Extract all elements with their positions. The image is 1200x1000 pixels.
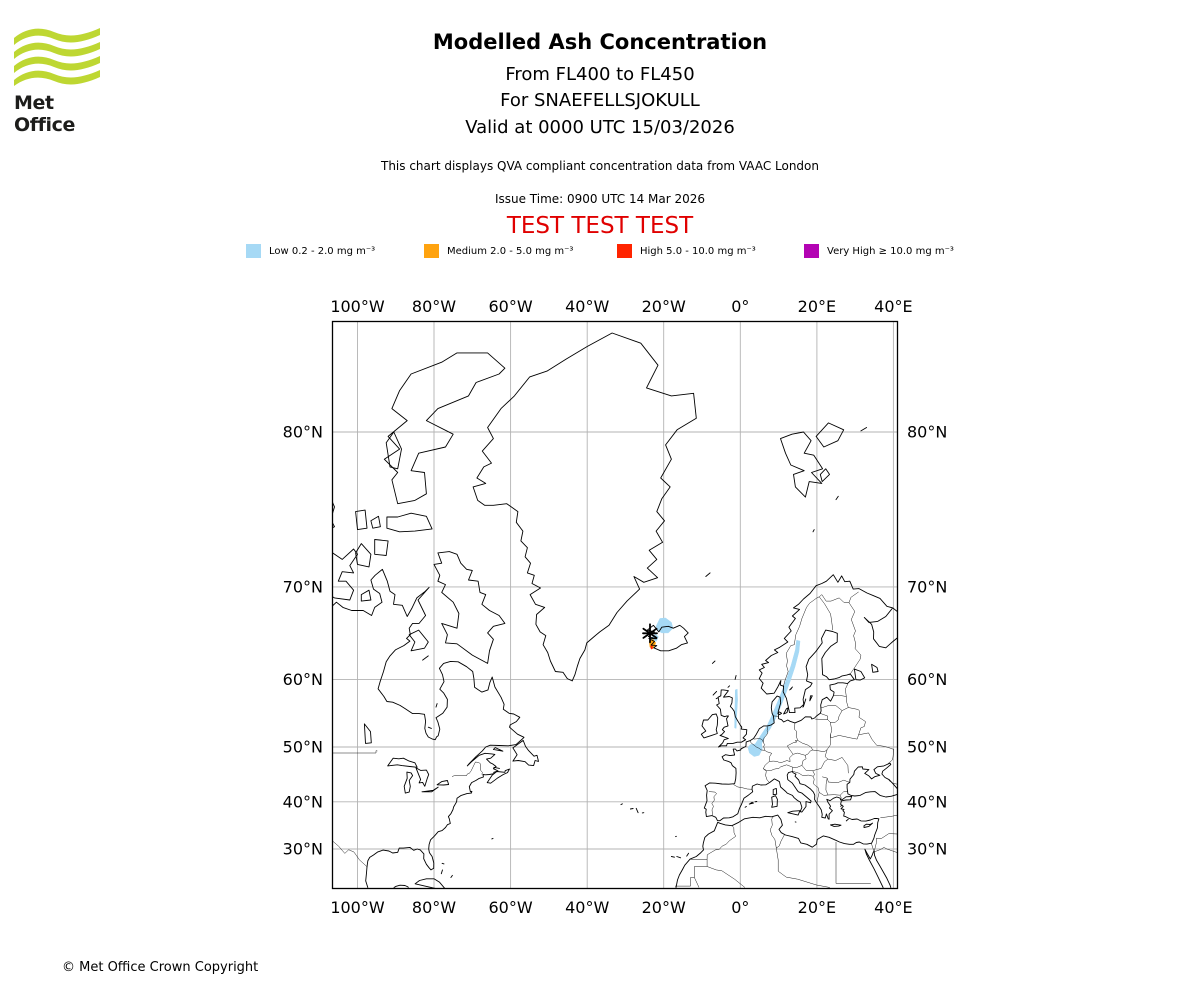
- lon-label-bottom: 40°E: [874, 898, 913, 917]
- coastlines: [329, 333, 898, 889]
- axis-labels: [283, 297, 948, 917]
- lon-label-bottom: 60°W: [488, 898, 533, 917]
- lat-label-right: 30°N: [907, 839, 948, 859]
- flight-level-subtitle: From FL400 to FL450: [505, 64, 695, 85]
- legend-label-low: Low 0.2 - 2.0 mg m⁻³: [269, 245, 376, 257]
- lon-label-bottom: 20°W: [641, 898, 686, 917]
- copyright: © Met Office Crown Copyright: [62, 960, 259, 975]
- lon-label-top: 40°W: [565, 297, 610, 316]
- ash-area-low: [656, 618, 673, 633]
- map-frame: [333, 322, 898, 889]
- lon-label-top: 40°E: [874, 297, 913, 316]
- legend-label-medium: Medium 2.0 - 5.0 mg m⁻³: [447, 245, 574, 257]
- test-watermark: TEST TEST TEST: [506, 213, 694, 239]
- lon-label-top: 100°W: [330, 297, 385, 316]
- lon-label-bottom: 80°W: [411, 898, 457, 917]
- lat-label-left: 70°N: [282, 577, 323, 597]
- lat-label-right: 80°N: [907, 422, 948, 442]
- issue-time: Issue Time: 0900 UTC 14 Mar 2026: [494, 192, 706, 206]
- lon-label-bottom: 0°: [731, 898, 750, 917]
- legend-label-high: High 5.0 - 10.0 mg m⁻³: [640, 245, 756, 257]
- lon-label-top: 80°W: [411, 297, 457, 316]
- lat-label-right: 60°N: [907, 669, 948, 689]
- lon-label-top: 20°E: [797, 297, 837, 316]
- legend-label-very-high: Very High ≥ 10.0 mg m⁻³: [827, 245, 954, 257]
- lat-label-left: 60°N: [282, 669, 323, 689]
- lon-label-top: 0°: [731, 297, 750, 316]
- lon-label-bottom: 100°W: [330, 898, 385, 917]
- ash-area-low: [735, 689, 738, 728]
- lat-label-left: 80°N: [282, 422, 323, 442]
- valid-time-subtitle: Valid at 0000 UTC 15/03/2026: [465, 117, 735, 138]
- lon-label-bottom: 20°E: [797, 898, 837, 917]
- lat-label-left: 30°N: [282, 839, 323, 859]
- lat-label-right: 40°N: [907, 792, 948, 812]
- lat-label-right: 50°N: [907, 737, 948, 757]
- volcano-subtitle: For SNAEFELLSJOKULL: [500, 90, 700, 111]
- qva-note: This chart displays QVA compliant concentration data from VAAC London: [381, 159, 819, 173]
- lat-label-left: 50°N: [282, 737, 323, 757]
- country-borders: [329, 592, 898, 888]
- page-title: Modelled Ash Concentration: [432, 30, 768, 54]
- grid-lines: [333, 322, 898, 889]
- lon-label-bottom: 40°W: [565, 898, 610, 917]
- logo-text: Met Office: [14, 92, 75, 136]
- lon-label-top: 20°W: [641, 297, 686, 316]
- lon-label-top: 60°W: [488, 297, 533, 316]
- lat-label-left: 40°N: [282, 792, 323, 812]
- lat-label-right: 70°N: [907, 577, 948, 597]
